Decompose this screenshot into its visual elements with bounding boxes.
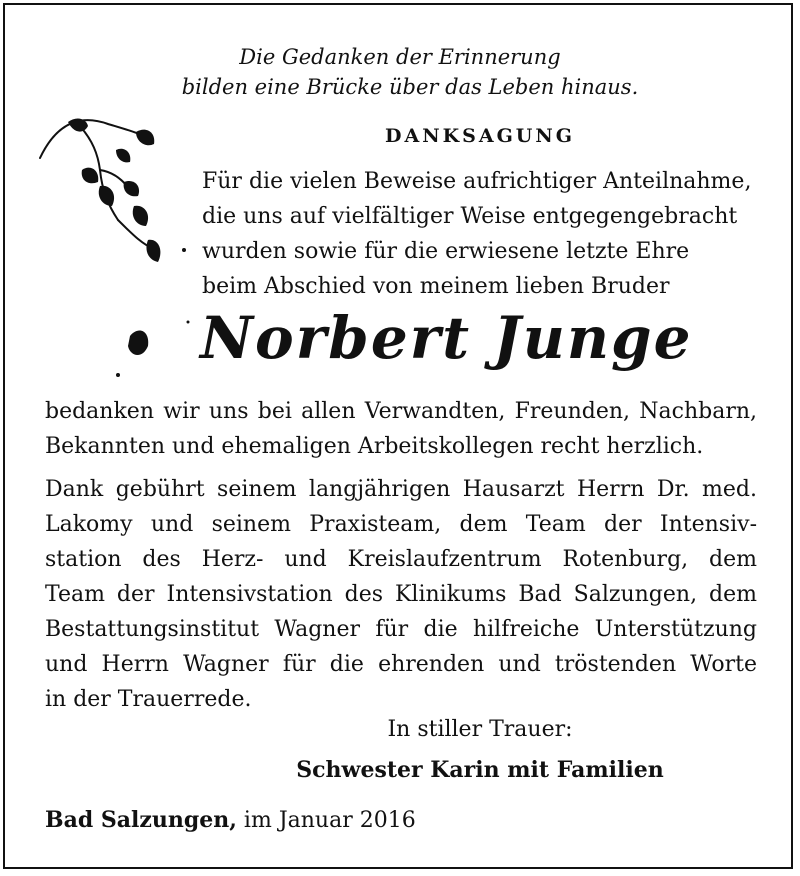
place-date-line [45, 807, 416, 833]
paragraph-line: Team der Intensivstation des Klinikums Bad Salzungen, dem [45, 582, 757, 607]
deceased-name: Norbert Junge [200, 304, 693, 372]
motto-line-1: Die Gedanken der Erinnerung [239, 45, 561, 69]
paragraph-line: und Herrn Wagner für die ehrenden und tröstenden Worte [45, 652, 757, 677]
date: im Januar 2016 [243, 808, 416, 833]
motto-line-2: bilden eine Brücke über das Leben hinaus. [181, 75, 639, 99]
intro-line: die uns auf vielfältiger Weise entgegengebracht [202, 204, 738, 229]
paragraph-line: Bestattungsinstitut Wagner für die hilfreiche Unterstützung [45, 617, 757, 642]
paragraph-line: Dank gebührt seinem langjährigen Hausarzt Herrn Dr. med. [45, 477, 757, 502]
paragraph-line: bedanken wir uns bei allen Verwandten, Freunden, Nachbarn, [45, 399, 757, 424]
paragraph-line: Lakomy und seinem Praxisteam, dem Team der Intensiv- [45, 512, 757, 537]
thanks-paragraph-2 [45, 472, 757, 717]
signer: Schwester Karin mit Familien [296, 757, 664, 783]
paragraph-line: in der Trauerrede. [45, 687, 252, 712]
intro-line: Für die vielen Beweise aufrichtiger Anteilnahme, [202, 169, 752, 194]
birch-branch-icon [38, 110, 198, 400]
heading: DANKSAGUNG [385, 125, 575, 147]
paragraph-line: Bekannten und ehemaligen Arbeitskollegen recht herzlich. [45, 434, 704, 459]
paragraph-line: station des Herz- und Kreislaufzentrum Rotenburg, dem [45, 547, 757, 572]
intro-line: wurden sowie für die erwiesene letzte Ehre [202, 239, 690, 264]
intro-line: beim Abschied von meinem lieben Bruder [202, 274, 670, 299]
place: Bad Salzungen, [45, 807, 237, 833]
intro-text [202, 164, 772, 304]
mourning-line: In stiller Trauer: [387, 717, 573, 742]
thanks-paragraph-1 [45, 394, 757, 464]
